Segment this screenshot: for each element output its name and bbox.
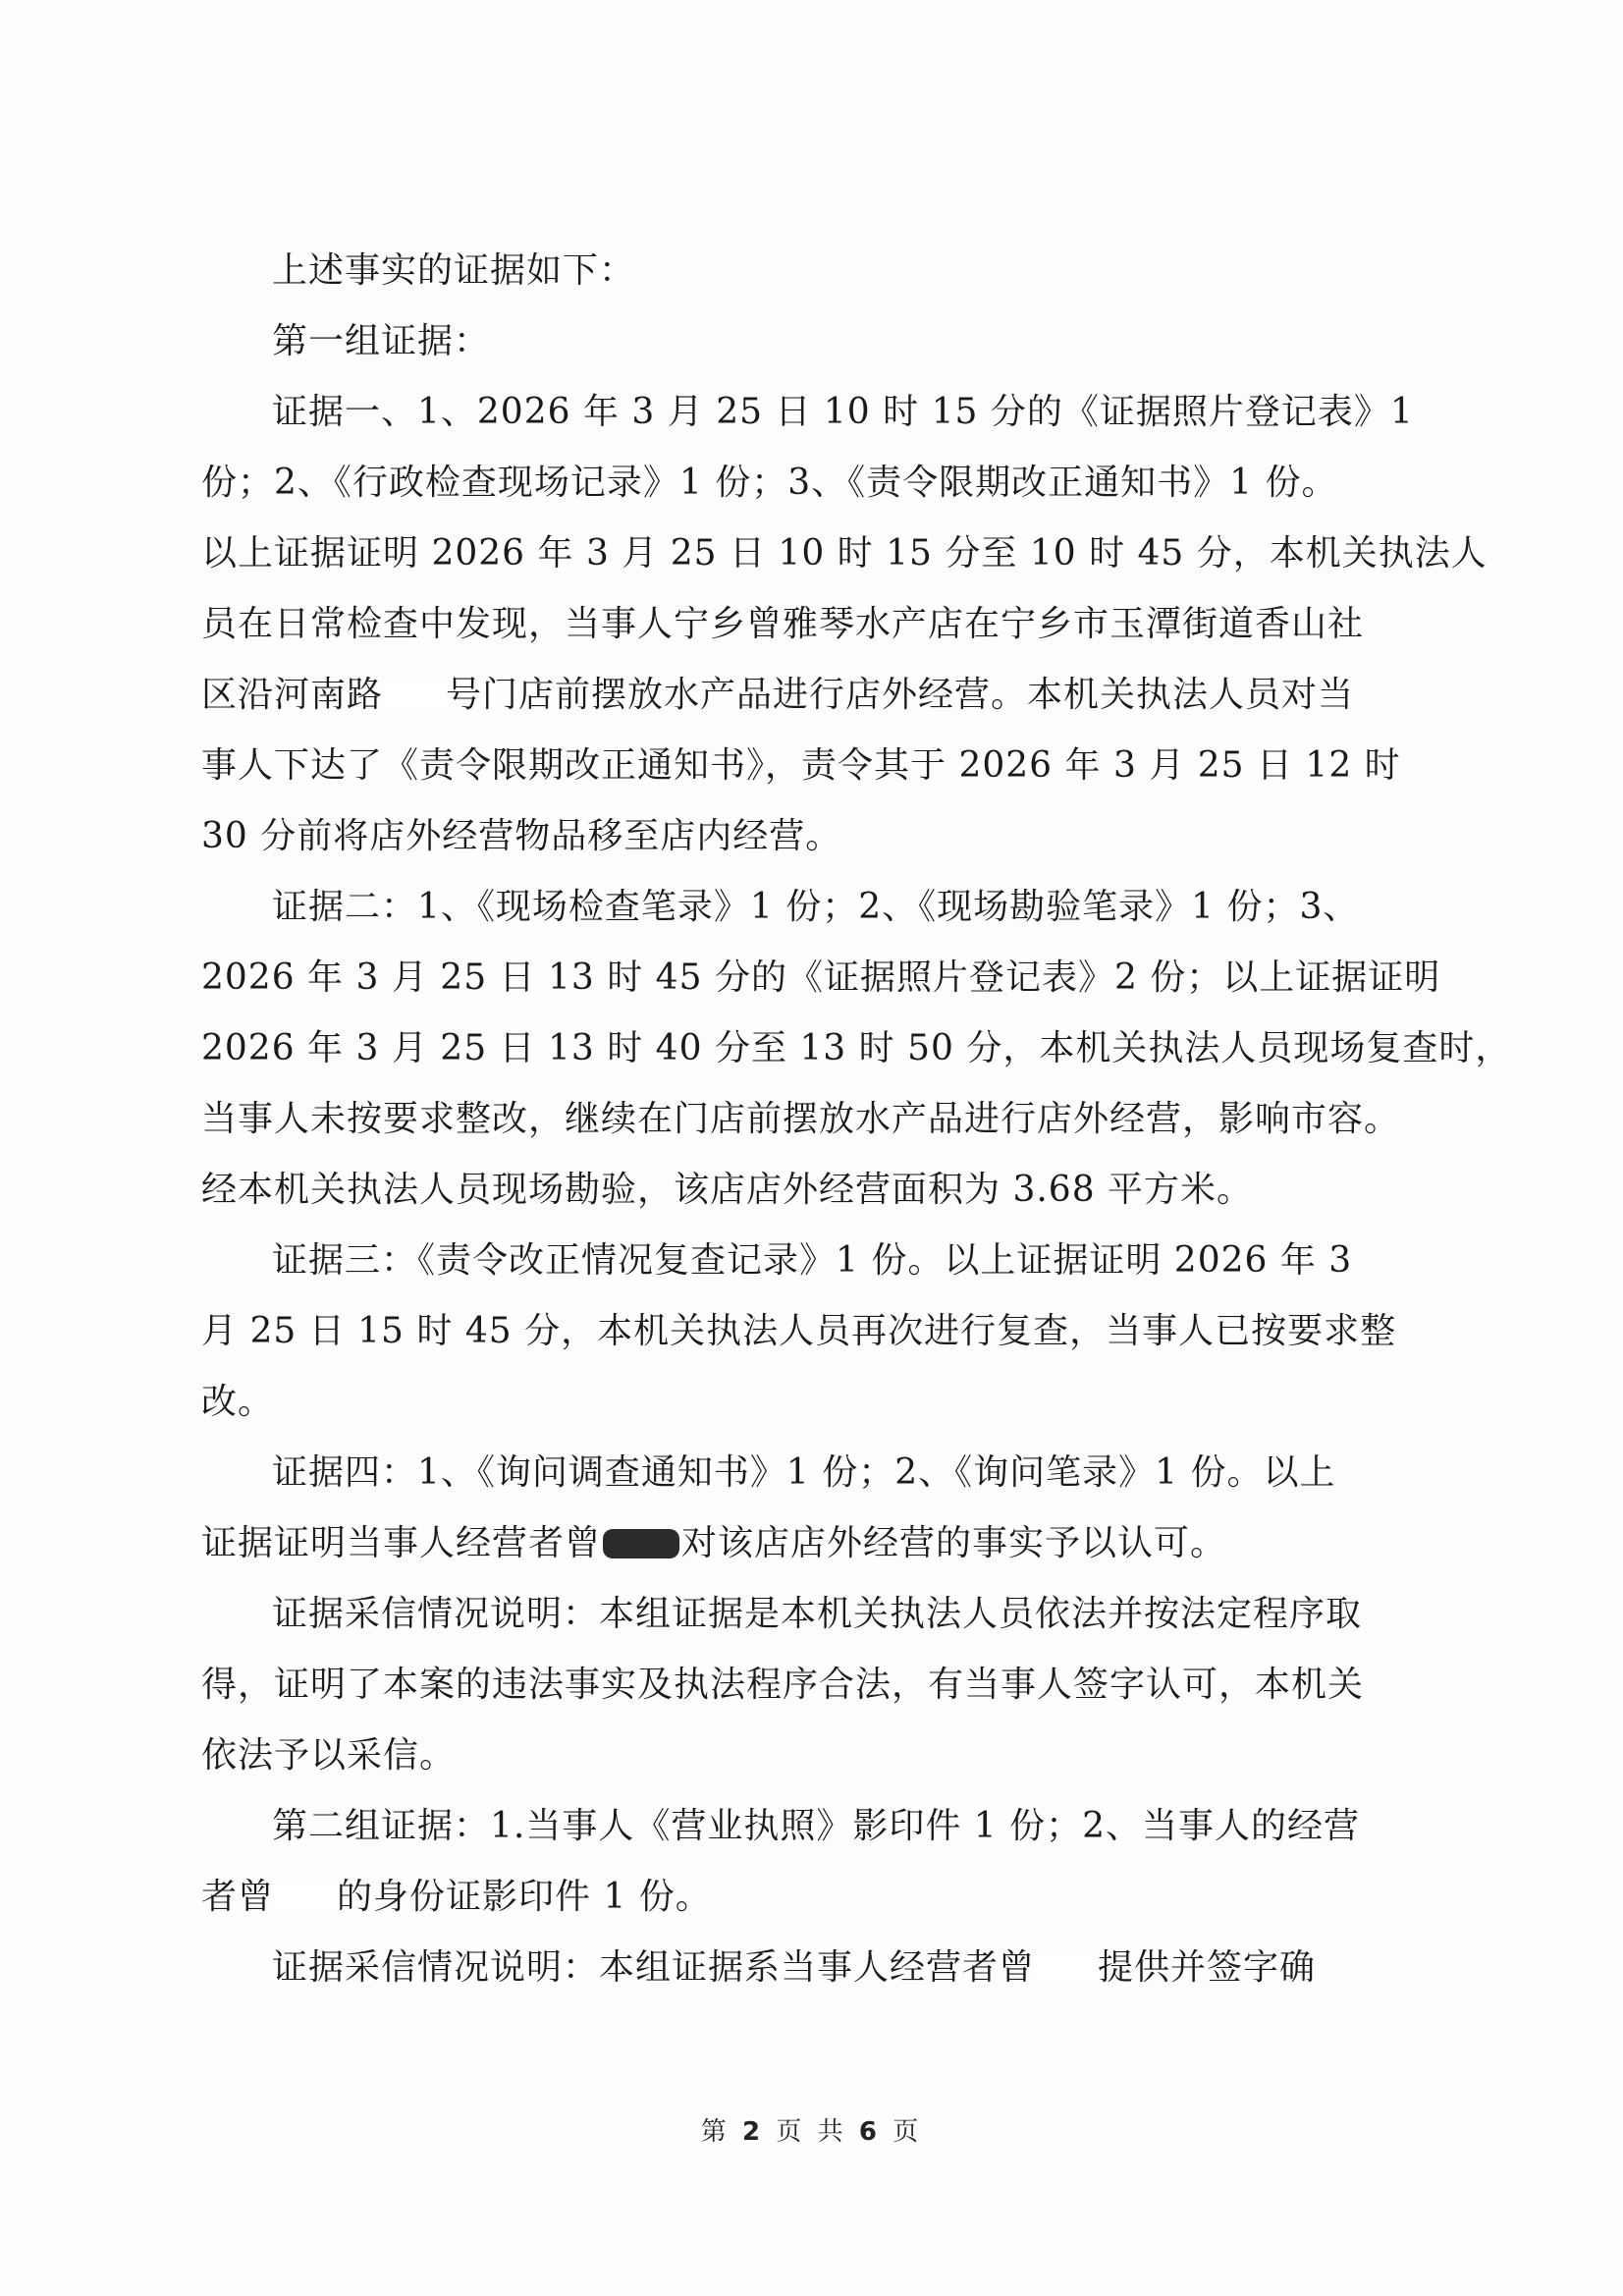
text-line: 证据一、1、2026 年 3 月 25 日 10 时 15 分的《证据照片登记表》1 xyxy=(272,392,1414,432)
text-line: 30 分前将店外经营物品移至店内经营。 xyxy=(201,816,842,856)
document-body xyxy=(201,236,1512,2003)
text-line: 改。 xyxy=(201,1382,275,1422)
text-segment: 区沿河南路 xyxy=(201,675,384,715)
footer-suffix: 页 xyxy=(893,2117,923,2147)
text-line xyxy=(201,1933,1419,2003)
text-line xyxy=(201,1862,1419,1933)
text-line: 2026 年 3 月 25 日 13 时 40 分至 13 时 50 分，本机关执法人员现场复查时， xyxy=(201,1028,1512,1068)
footer-middle: 页 共 xyxy=(776,2117,847,2147)
text-line: 事人下达了《责令限期改正通知书》，责令其于 2026 年 3 月 25 日 12 时 xyxy=(201,745,1401,786)
text-line: 以上证据证明 2026 年 3 月 25 日 10 时 15 分至 10 时 45 分，本机关执法人 xyxy=(201,533,1488,574)
text-segment: 证据采信情况说明：本组证据系当事人经营者曾 xyxy=(272,1947,1036,1988)
page-footer xyxy=(0,2111,1623,2148)
text-line: 月 25 日 15 时 45 分，本机关执法人员再次进行复查，当事人已按要求整 xyxy=(201,1311,1397,1351)
text-segment: 者曾 xyxy=(201,1877,275,1917)
text-line: 经本机关执法人员现场勘验，该店店外经营面积为 3.68 平方米。 xyxy=(201,1170,1254,1210)
text-line: 证据四：1、《询问调查通知书》1 份；2、《询问笔录》1 份。以上 xyxy=(272,1452,1336,1493)
text-segment: 对该店店外经营的事实予以认可。 xyxy=(681,1523,1227,1563)
text-line: 证据采信情况说明：本组证据是本机关执法人员依法并按法定程序取 xyxy=(272,1594,1363,1634)
text-segment: 证据证明当事人经营者曾 xyxy=(201,1523,602,1563)
text-line: 上述事实的证据如下： xyxy=(272,250,636,291)
redaction-mark xyxy=(603,1529,679,1558)
text-segment: 的身份证影印件 1 份。 xyxy=(337,1877,712,1917)
total-pages-number: 6 xyxy=(858,2117,881,2147)
text-line xyxy=(201,1508,1419,1579)
text-line: 依法予以采信。 xyxy=(201,1735,457,1776)
text-line: 员在日常检查中发现，当事人宁乡曾雅琴水产店在宁乡市玉潭街道香山社 xyxy=(201,604,1365,644)
text-line: 当事人未按要求整改，继续在门店前摆放水产品进行店外经营，影响市容。 xyxy=(201,1099,1401,1139)
section-heading: 第二组证据：1.当事人《营业执照》影印件 1 份；2、当事人的经营 xyxy=(272,1806,1361,1846)
text-line: 得，证明了本案的违法事实及执法程序合法，有当事人签字认可，本机关 xyxy=(201,1665,1365,1705)
text-segment: 号门店前摆放水产品进行店外经营。本机关执法人员对当 xyxy=(446,675,1355,715)
redaction-mark xyxy=(1035,1951,1098,1983)
text-line: 2026 年 3 月 25 日 13 时 45 分的《证据照片登记表》2 份；以上证据证明 xyxy=(201,957,1441,998)
text-line: 证据二：1、《现场检查笔录》1 份；2、《现场勘验笔录》1 份；3、 xyxy=(272,887,1360,927)
section-heading: 第一组证据： xyxy=(272,321,491,361)
text-line: 份；2、《行政检查现场记录》1 份；3、《责令限期改正通知书》1 份。 xyxy=(201,463,1338,503)
text-segment: 提供并签字确 xyxy=(1098,1947,1317,1988)
redaction-mark xyxy=(274,1881,337,1912)
redaction-mark xyxy=(383,679,446,710)
footer-prefix: 第 xyxy=(700,2117,730,2147)
text-line: 证据三：《责令改正情况复查记录》1 份。以上证据证明 2026 年 3 xyxy=(272,1240,1353,1281)
text-line xyxy=(201,660,1419,731)
current-page-number: 2 xyxy=(742,2117,765,2147)
